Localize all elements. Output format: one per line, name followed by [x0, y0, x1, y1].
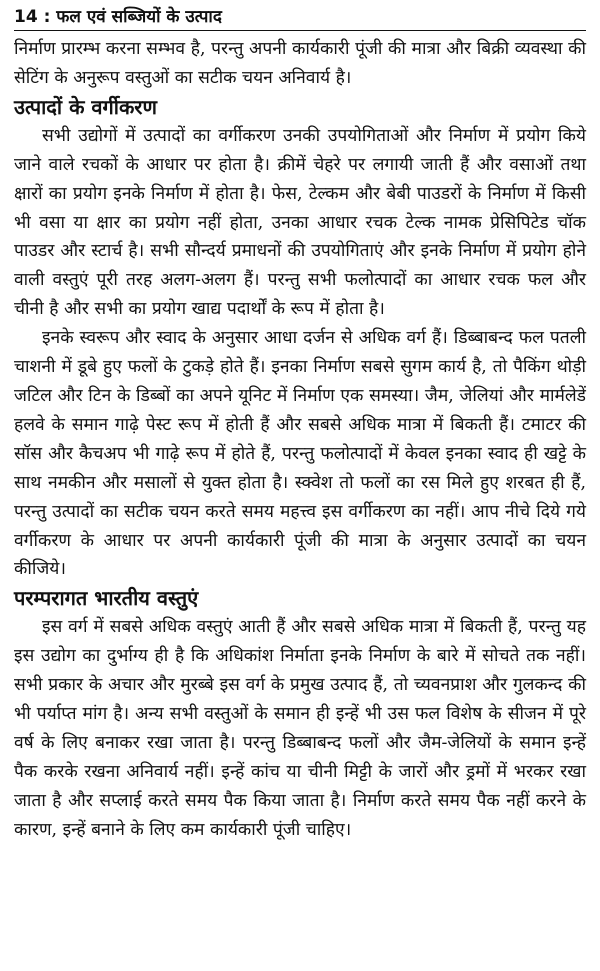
intro-paragraph: निर्माण प्रारम्भ करना सम्भव है, परन्तु अपनी कार्यकारी पूंजी की मात्रा और बिक्री व्यवस्था की सेटिंग के अनुरूप वस्तुओं का सटीक चयन अनिवार्य है।	[14, 39, 586, 88]
paragraph-classification-1: सभी उद्योगों में उत्पादों का वर्गीकरण उनकी उपयोगिताओं और निर्माण में प्रयोग किये जाने वाले रचकों के आधार पर होता है। क्रीमें चेहरे पर लगायी जाती हैं और वसाओं तथा क्षारों का प्रयोग इनके निर्माण में होता है। फेस, टेल्कम और बेबी पाउडरों के निर्माण में किसी भी वसा या क्षार का प्रयोग नहीं होता, उनका आधार रचक टेल्क नामक प्रेसिपिटेड चॉक पाउडर और स्टार्च है। सभी सौन्दर्य प्रमाधनों की उपयोगिताएं और इनके निर्माण में प्रयोग होने वाली वस्तुएं पूरी तरह अलग-अलग हैं। परन्तु सभी फलोत्पादों का आधार रचक फल और चीनी है और सभी का प्रयोग खाद्य पदार्थों के रूप में होता है।	[14, 125, 586, 320]
section-heading-traditional: परम्परागत भारतीय वस्तुएं	[14, 586, 199, 611]
paragraph-traditional: इस वर्ग में सबसे अधिक वस्तुएं आती हैं और सबसे अधिक मात्रा में बिकती हैं, परन्तु यह इस उद्योग का दुर्भाग्य ही है कि अधिकांश निर्माता इनके निर्माण के बारे में सोचते तक नहीं। सभी प्रकार के अचार और मुरब्बे इस वर्ग के प्रमुख उत्पाद हैं, तो च्यवनप्राश और गुलकन्द की भी पर्याप्त मांग है। अन्य सभी वस्तुओं के समान ही इन्हें भी उस फल विशेष के सीजन में पूरे वर्ष के लिए बनाकर रखा जाता है। परन्तु डिब्बाबन्द फलों और जैम-जेलियों के समान इन्हें पैक करके रखना अनिवार्य नहीं। इन्हें कांच या चीनी मिट्टी के जारों और ड्रमों में भरकर रखा जाता है और सप्लाई करते समय पैक किया जाता है। निर्माण करते समय पैक नहीं करने के कारण, इन्हें बनाने के लिए कम कार्यकारी पूंजी चाहिए।	[14, 617, 586, 840]
section-heading-classification: उत्पादों के वर्गीकरण	[14, 94, 157, 119]
paragraph-classification-2: इनके स्वरूप और स्वाद के अनुसार आधा दर्जन से अधिक वर्ग हैं। डिब्बाबन्द फल पतली चाशनी में डूबे हुए फलों के टुकड़े होते हैं। इनका निर्माण सबसे सुगम कार्य है, तो पैकिंग थोड़ी जटिल और टिन के डिब्बों का अपने यूनिट में निर्माण एक समस्या। जैम, जेलियां और मार्मलेडें हलवे के समान गाढ़े पेस्ट रूप में होती हैं और सबसे अधिक मात्रा में बिकती हैं। टमाटर की सॉस और कैचअप भी गाढ़े रूप में होते हैं, परन्तु फलोत्पादों में केवल इनका स्वाद ही खट्टे के साथ नमकीन और मसालों से युक्त होता है। स्क्वेश तो फलों का रस मिले हुए शरबत ही हैं, परन्तु उत्पादों का सटीक चयन करते समय महत्त्व इस वर्गीकरण का नहीं। आप नीचे दिये गये वर्गीकरण के आधार पर अपनी कार्यकारी पूंजी की मात्रा के अनुसार उत्पादों का चयन कीजिये।	[14, 328, 586, 580]
book-page	[14, 6, 586, 845]
running-head: 14 : फल एवं सब्जियों के उत्पाद	[14, 6, 586, 31]
